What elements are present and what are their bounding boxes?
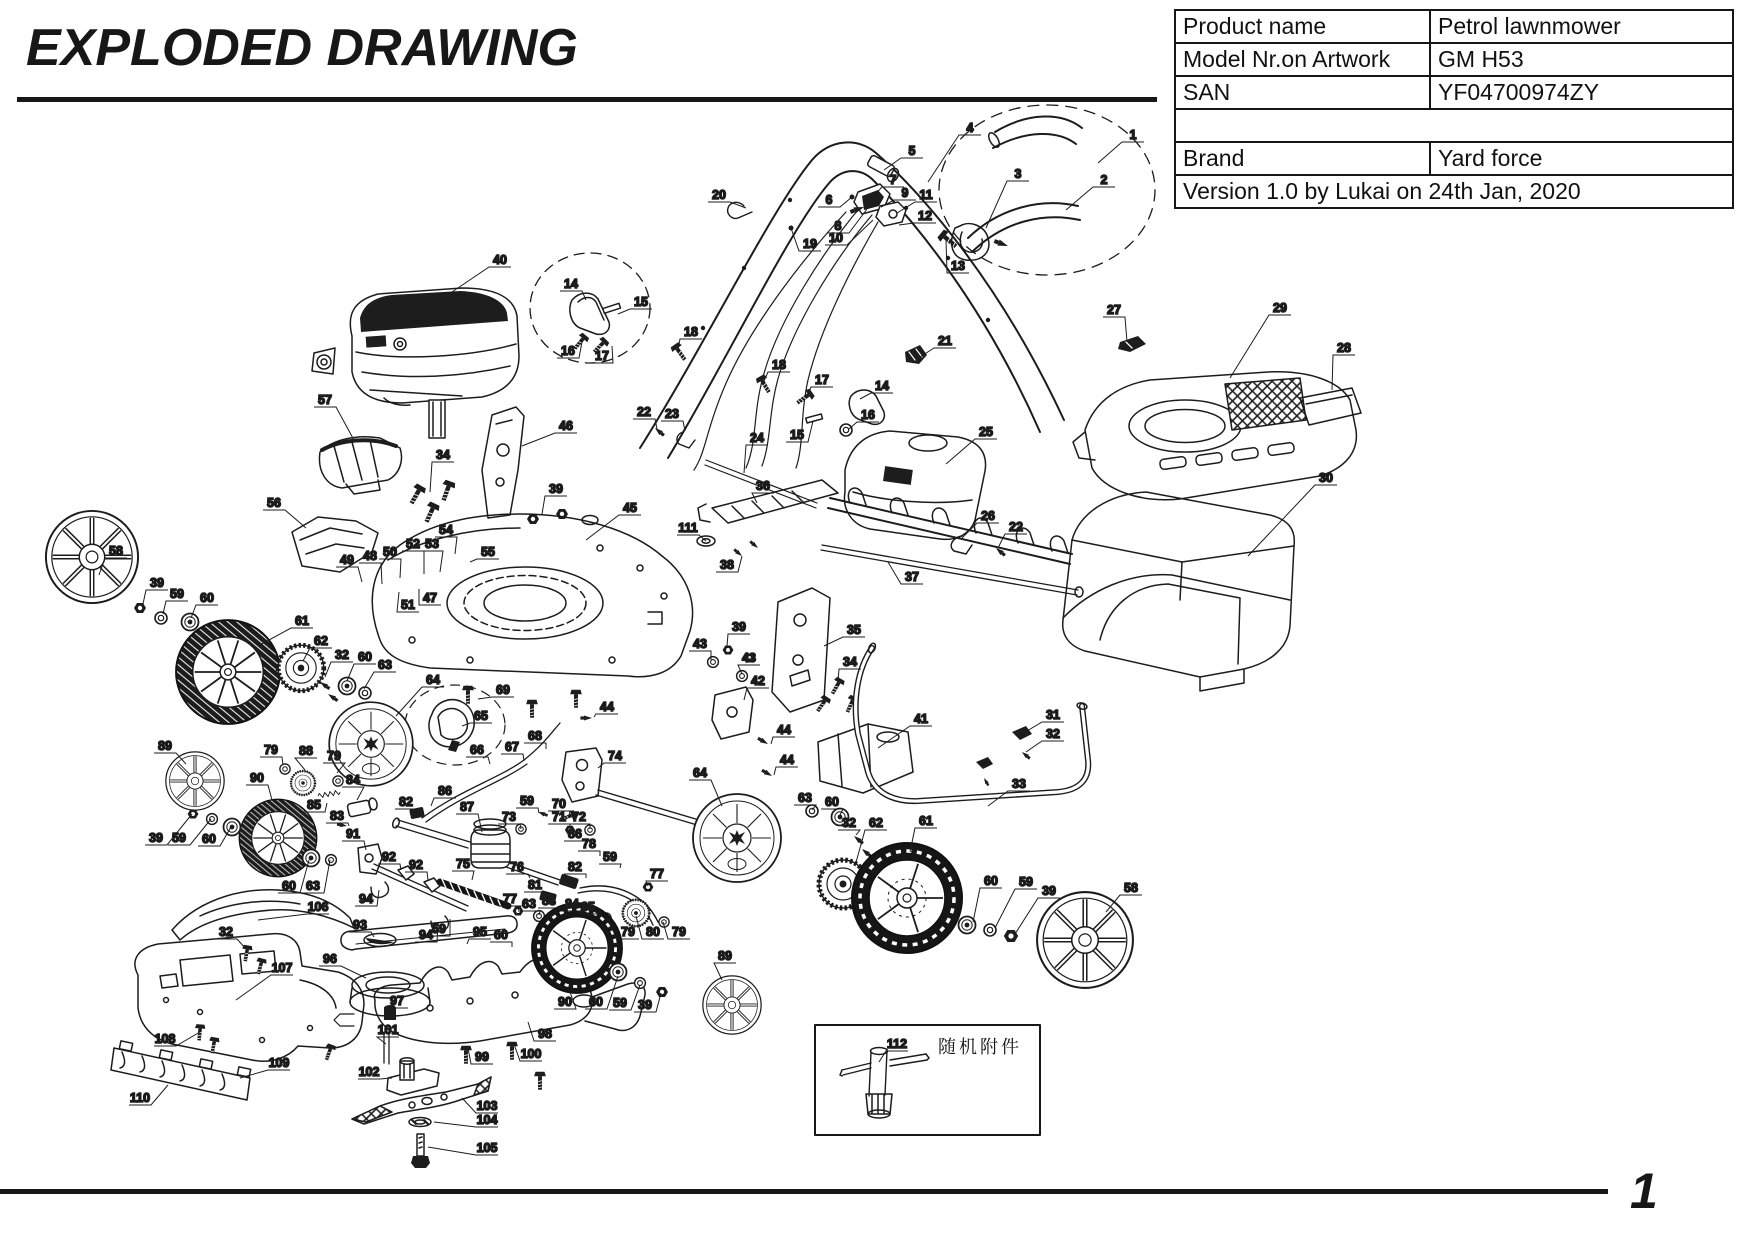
callout-108: [154, 1032, 200, 1046]
callout-32: [325, 648, 353, 677]
callout-67: [501, 740, 524, 761]
callout-23: [661, 407, 685, 431]
callout-71: [548, 810, 570, 829]
belt-cover-drawing: [292, 517, 378, 572]
svg-text:48: 48: [363, 549, 377, 563]
svg-text:61: 61: [295, 614, 309, 628]
callout-107: [236, 961, 293, 1000]
upper-handle-drawing: [640, 142, 1064, 458]
svg-text:46: 46: [559, 419, 573, 433]
svg-text:60: 60: [984, 874, 998, 888]
svg-text:39: 39: [149, 831, 163, 845]
callout-45: [586, 501, 641, 540]
svg-text:17: 17: [595, 349, 609, 363]
callout-90: [554, 992, 576, 1009]
callout-69: [478, 683, 514, 699]
svg-text:71: 71: [552, 810, 566, 824]
svg-text:89: 89: [158, 739, 172, 753]
callout-15: [618, 295, 652, 314]
svg-text:21: 21: [938, 334, 952, 348]
svg-text:32: 32: [219, 925, 233, 939]
svg-text:69: 69: [496, 683, 510, 697]
callout-39: [143, 576, 168, 604]
svg-text:109: 109: [268, 1056, 290, 1070]
svg-text:98: 98: [538, 1027, 552, 1041]
callout-104: [434, 1113, 498, 1127]
handle-bracket-drawing: [482, 407, 568, 524]
svg-text:63: 63: [306, 879, 320, 893]
callout-18: [678, 325, 702, 349]
svg-text:76: 76: [510, 860, 524, 874]
callout-90: [246, 771, 272, 800]
center-wheel-drawing: [532, 903, 761, 1034]
svg-text:59: 59: [172, 831, 186, 845]
callout-32: [838, 816, 860, 835]
svg-text:77: 77: [503, 892, 517, 906]
footer-rule: [0, 1189, 1608, 1194]
grass-bag-drawing: [1063, 492, 1295, 691]
callout-1: [1098, 128, 1144, 163]
svg-text:90: 90: [250, 771, 264, 785]
callout-103: [462, 1098, 498, 1113]
brand-label: Brand: [1175, 142, 1430, 175]
svg-text:60: 60: [358, 650, 372, 664]
svg-text:7: 7: [889, 173, 897, 187]
svg-text:67: 67: [505, 740, 519, 754]
svg-text:43: 43: [742, 651, 756, 665]
brand-value: Yard force: [1430, 142, 1733, 175]
callout-15: [786, 421, 813, 442]
callout-59: [599, 850, 621, 868]
svg-text:78: 78: [582, 837, 596, 851]
svg-text:108: 108: [154, 1032, 176, 1046]
svg-text:59: 59: [1019, 875, 1033, 889]
svg-text:39: 39: [549, 482, 563, 496]
svg-text:55: 55: [481, 545, 495, 559]
callout-64: [396, 673, 444, 716]
svg-text:2: 2: [1100, 173, 1108, 187]
callout-16: [849, 408, 879, 429]
svg-text:38: 38: [720, 558, 734, 572]
callout-47: [419, 589, 441, 605]
svg-text:1: 1: [1129, 128, 1137, 142]
callout-99: [468, 1048, 493, 1064]
callout-79: [260, 743, 283, 765]
callout-32: [215, 925, 247, 950]
callout-21: [917, 334, 956, 359]
svg-text:51: 51: [401, 598, 415, 612]
svg-text:96: 96: [323, 952, 337, 966]
callout-41: [878, 712, 932, 748]
svg-text:39: 39: [732, 620, 746, 634]
svg-text:12: 12: [918, 209, 932, 223]
svg-text:5: 5: [908, 144, 916, 158]
svg-text:23: 23: [665, 407, 679, 421]
svg-text:77: 77: [650, 867, 664, 881]
svg-text:30: 30: [1319, 471, 1333, 485]
right-rear-wheel-drawing: [693, 794, 1133, 988]
svg-text:26: 26: [981, 509, 995, 523]
svg-text:68: 68: [528, 729, 542, 743]
callout-25: [946, 425, 997, 464]
engine-drawing: [312, 288, 519, 438]
callout-5: [884, 144, 923, 170]
san-value: YF04700974ZY: [1430, 76, 1733, 109]
callout-33: [988, 777, 1030, 806]
callout-46: [522, 419, 577, 446]
svg-text:14: 14: [564, 277, 578, 291]
svg-text:66: 66: [470, 743, 484, 757]
svg-text:94: 94: [359, 892, 373, 906]
svg-text:45: 45: [623, 501, 637, 515]
callout-60: [973, 874, 1002, 922]
svg-text:102: 102: [358, 1065, 380, 1079]
callout-20: [708, 188, 746, 208]
svg-text:11: 11: [919, 188, 933, 202]
svg-text:4: 4: [966, 121, 974, 135]
svg-text:17: 17: [815, 373, 829, 387]
svg-text:16: 16: [561, 344, 575, 358]
callout-94: [355, 890, 379, 906]
rear-cover-drawing: [1073, 336, 1361, 500]
accessory-box-label: 随机附件: [938, 1037, 1022, 1058]
svg-text:110: 110: [129, 1091, 151, 1105]
svg-text:94: 94: [419, 928, 433, 942]
svg-text:93: 93: [353, 918, 367, 932]
svg-text:16: 16: [861, 408, 875, 422]
svg-text:15: 15: [634, 295, 648, 309]
callout-60: [490, 928, 512, 947]
svg-text:28: 28: [1337, 341, 1351, 355]
model-label: Model Nr.on Artwork: [1175, 43, 1430, 76]
svg-text:59: 59: [432, 922, 446, 936]
svg-text:36: 36: [756, 479, 770, 493]
svg-text:63: 63: [378, 658, 392, 672]
callout-102: [358, 1065, 392, 1079]
svg-text:34: 34: [436, 448, 450, 462]
callout-86: [431, 784, 456, 806]
svg-text:32: 32: [1046, 727, 1060, 741]
svg-text:27: 27: [1107, 303, 1121, 317]
callout-59: [163, 587, 188, 614]
svg-text:39: 39: [150, 576, 164, 590]
svg-text:92: 92: [409, 858, 423, 872]
svg-text:57: 57: [318, 393, 332, 407]
handle-hardware-drawing: [653, 341, 927, 508]
svg-text:111: 111: [678, 521, 698, 535]
svg-text:65: 65: [474, 709, 488, 723]
svg-text:60: 60: [494, 928, 508, 942]
svg-text:54: 54: [439, 523, 453, 537]
svg-text:49: 49: [340, 553, 354, 567]
rear-guard-drawing: [698, 480, 1083, 597]
svg-text:95: 95: [473, 925, 487, 939]
callout-48: [359, 549, 382, 584]
svg-text:83: 83: [330, 809, 344, 823]
svg-text:100: 100: [520, 1047, 542, 1061]
callout-68: [524, 729, 546, 749]
mulch-cover-drawing: [844, 431, 1006, 557]
svg-text:82: 82: [568, 860, 582, 874]
svg-text:37: 37: [905, 570, 919, 584]
callout-44: [594, 700, 618, 717]
svg-text:53: 53: [425, 537, 439, 551]
svg-text:60: 60: [200, 591, 214, 605]
callout-40: [452, 253, 511, 292]
callout-29: [1230, 301, 1291, 378]
svg-text:59: 59: [613, 996, 627, 1010]
callout-74: [598, 749, 626, 768]
svg-text:58: 58: [1124, 881, 1138, 895]
svg-text:99: 99: [475, 1050, 489, 1064]
callout-4: [928, 121, 981, 182]
svg-text:41: 41: [914, 712, 928, 726]
svg-text:52: 52: [406, 537, 420, 551]
svg-text:83: 83: [542, 894, 556, 908]
svg-text:50: 50: [383, 545, 397, 559]
svg-text:86: 86: [568, 827, 582, 841]
svg-text:22: 22: [1009, 520, 1023, 534]
svg-text:60: 60: [202, 832, 216, 846]
svg-text:84: 84: [565, 897, 579, 911]
san-label: SAN: [1175, 76, 1430, 109]
page-number: 1: [1630, 1163, 1658, 1219]
svg-text:31: 31: [1046, 708, 1060, 722]
callout-14: [560, 277, 586, 300]
svg-text:8: 8: [834, 219, 842, 233]
svg-text:39: 39: [1042, 884, 1056, 898]
svg-text:44: 44: [777, 723, 791, 737]
callout-85: [303, 798, 327, 812]
svg-text:35: 35: [847, 623, 861, 637]
callout-38: [716, 556, 742, 572]
svg-text:85: 85: [581, 900, 595, 914]
callout-59: [995, 875, 1037, 928]
callout-52: [402, 537, 424, 574]
svg-text:79: 79: [264, 743, 278, 757]
svg-text:82: 82: [399, 795, 413, 809]
svg-text:59: 59: [170, 587, 184, 601]
svg-text:42: 42: [751, 674, 765, 688]
callout-83: [326, 809, 349, 826]
svg-text:59: 59: [520, 794, 534, 808]
svg-text:20: 20: [712, 188, 726, 202]
svg-text:73: 73: [502, 810, 516, 824]
callout-6: [818, 193, 852, 207]
svg-text:61: 61: [919, 814, 933, 828]
svg-text:34: 34: [843, 655, 857, 669]
svg-text:32: 32: [842, 816, 856, 830]
svg-text:18: 18: [772, 358, 786, 372]
callout-88: [295, 744, 317, 770]
callout-44: [774, 753, 798, 775]
callout-101: [377, 1023, 399, 1044]
blade-adapter-drawing: [387, 1058, 439, 1095]
svg-text:64: 64: [693, 766, 707, 780]
svg-text:39: 39: [638, 998, 652, 1012]
svg-text:24: 24: [750, 431, 764, 445]
svg-text:22: 22: [637, 405, 651, 419]
svg-text:47: 47: [423, 591, 437, 605]
callout-27: [1103, 303, 1127, 342]
svg-text:56: 56: [267, 496, 281, 510]
callout-35: [824, 623, 865, 646]
svg-text:101: 101: [377, 1023, 399, 1037]
svg-text:81: 81: [528, 878, 542, 892]
callout-100: [514, 1044, 542, 1061]
svg-text:9: 9: [901, 186, 909, 200]
svg-text:85: 85: [307, 798, 321, 812]
callout-60: [191, 591, 218, 618]
svg-text:29: 29: [1273, 301, 1287, 315]
svg-text:90: 90: [558, 995, 572, 1009]
svg-text:32: 32: [335, 648, 349, 662]
callout-59: [516, 794, 539, 813]
svg-text:72: 72: [572, 810, 586, 824]
svg-text:84: 84: [346, 773, 360, 787]
svg-text:64: 64: [426, 673, 440, 687]
svg-text:60: 60: [589, 995, 603, 1009]
trim-strip-drawing: [172, 890, 354, 940]
callout-32: [1026, 727, 1064, 752]
svg-text:87: 87: [460, 800, 474, 814]
product-name-label: Product name: [1175, 10, 1430, 43]
svg-text:86: 86: [438, 784, 452, 798]
svg-text:79: 79: [621, 925, 635, 939]
callout-24: [744, 431, 768, 473]
svg-text:112: 112: [886, 1037, 908, 1051]
callout-49: [336, 553, 362, 582]
svg-text:19: 19: [803, 237, 817, 251]
svg-text:92: 92: [382, 850, 396, 864]
grip-group-drawing: [530, 253, 650, 363]
svg-text:107: 107: [271, 961, 293, 975]
svg-text:80: 80: [646, 925, 660, 939]
svg-text:60: 60: [282, 879, 296, 893]
model-value: GM H53: [1430, 43, 1733, 76]
callout-56: [263, 496, 306, 528]
callout-17: [808, 373, 833, 395]
svg-text:75: 75: [456, 857, 470, 871]
product-name-value: Petrol lawnmower: [1430, 10, 1733, 43]
svg-text:104: 104: [476, 1113, 498, 1127]
svg-text:91: 91: [346, 827, 360, 841]
engine-screws-drawing: [406, 479, 457, 524]
callout-51: [397, 592, 419, 612]
callout-39: [727, 620, 750, 646]
callout-39: [634, 993, 661, 1012]
svg-text:14: 14: [875, 379, 889, 393]
svg-text:79: 79: [327, 749, 341, 763]
svg-text:70: 70: [552, 797, 566, 811]
left-wheel-cap-drawing: [46, 511, 199, 631]
svg-text:74: 74: [608, 749, 622, 763]
svg-text:15: 15: [790, 428, 804, 442]
svg-text:18: 18: [684, 325, 698, 339]
callout-57: [314, 393, 355, 442]
svg-text:63: 63: [798, 791, 812, 805]
svg-text:63: 63: [522, 897, 536, 911]
svg-text:44: 44: [780, 753, 794, 767]
svg-text:3: 3: [1014, 167, 1022, 181]
svg-text:89: 89: [718, 949, 732, 963]
svg-text:105: 105: [476, 1141, 498, 1155]
callout-66: [466, 743, 490, 764]
callout-61: [258, 614, 313, 646]
svg-text:88: 88: [299, 744, 313, 758]
svg-text:79: 79: [672, 925, 686, 939]
callout-55: [470, 545, 499, 562]
svg-text:97: 97: [390, 994, 404, 1008]
svg-text:103: 103: [476, 1099, 498, 1113]
pulley-drawing: [334, 972, 430, 1026]
callout-43: [689, 637, 711, 660]
svg-text:106: 106: [307, 900, 329, 914]
svg-text:60: 60: [825, 795, 839, 809]
svg-text:6: 6: [825, 193, 833, 207]
callout-50: [379, 545, 401, 578]
callout-111: [677, 521, 706, 541]
callout-105: [428, 1141, 498, 1155]
svg-text:25: 25: [979, 425, 993, 439]
svg-text:40: 40: [493, 253, 507, 267]
svg-text:59: 59: [603, 850, 617, 864]
muffler-guard-drawing: [319, 437, 401, 494]
svg-text:62: 62: [314, 634, 328, 648]
svg-text:43: 43: [693, 637, 707, 651]
callout-110: [129, 1085, 168, 1105]
svg-text:10: 10: [829, 231, 843, 245]
svg-text:58: 58: [109, 544, 123, 558]
callout-28: [1332, 341, 1355, 390]
svg-text:44: 44: [600, 700, 614, 714]
svg-text:33: 33: [1012, 777, 1026, 791]
svg-text:62: 62: [869, 816, 883, 830]
version-note: Version 1.0 by Lukai on 24th Jan, 2020: [1175, 175, 1733, 208]
callout-44: [771, 723, 795, 744]
callout-22: [998, 520, 1027, 548]
svg-text:13: 13: [951, 259, 965, 273]
callout-78: [578, 837, 600, 856]
page-title: EXPLODED DRAWING: [26, 19, 578, 77]
